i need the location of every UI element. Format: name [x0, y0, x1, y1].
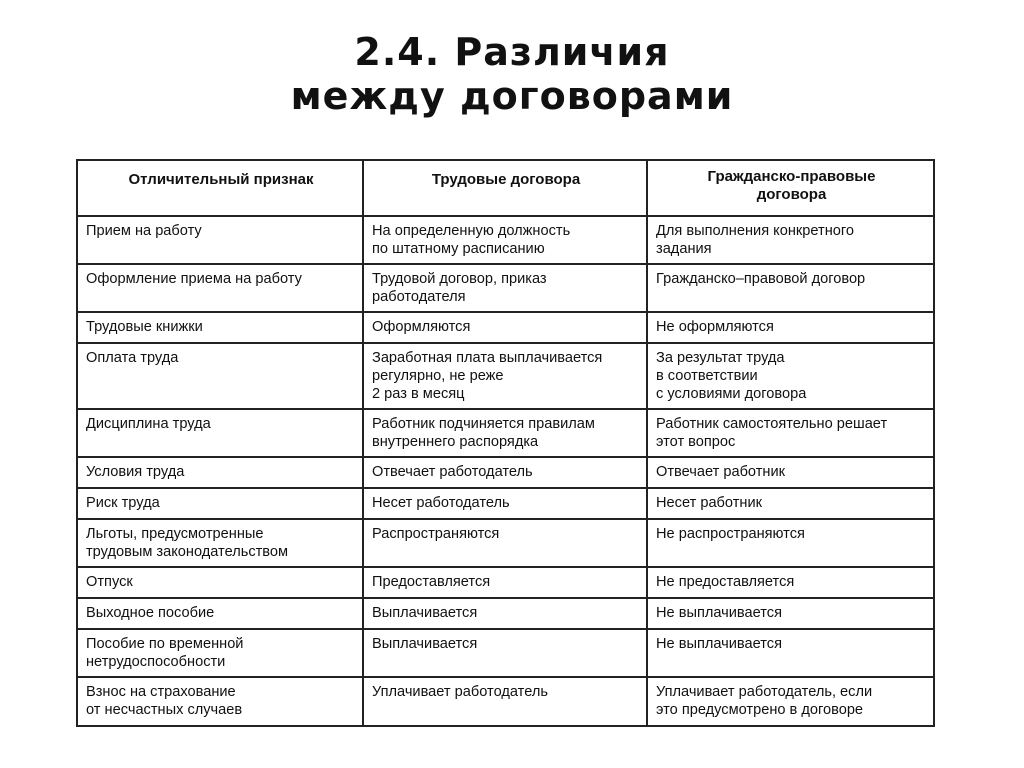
cell-text-line: Не оформляются — [656, 319, 774, 335]
cell-feature — [77, 677, 363, 726]
cell-feature — [77, 519, 363, 567]
cell-labor — [363, 519, 647, 567]
cell-civil — [647, 677, 934, 726]
cell-text-line: нетрудоспособности — [86, 654, 226, 670]
cell-text-line: Отпуск — [86, 574, 133, 590]
cell-civil — [647, 343, 934, 409]
cell-text-line: Отвечает работодатель — [372, 464, 533, 480]
cell-labor — [363, 343, 647, 409]
table-row — [77, 629, 934, 677]
cell-feature — [77, 457, 363, 488]
table-row — [77, 567, 934, 598]
table-body — [77, 216, 934, 726]
cell-text-line: Прием на работу — [86, 223, 202, 239]
table-row — [77, 409, 934, 457]
cell-text-line: За результат труда — [656, 350, 785, 366]
cell-feature — [77, 629, 363, 677]
cell-labor — [363, 409, 647, 457]
cell-feature — [77, 264, 363, 312]
cell-labor — [363, 598, 647, 629]
cell-labor — [363, 457, 647, 488]
cell-text-line: Не предоставляется — [656, 574, 795, 590]
cell-text-line: На определенную должность — [372, 223, 571, 239]
comparison-table — [76, 159, 935, 727]
cell-labor — [363, 488, 647, 519]
cell-text-line: Не выплачивается — [656, 605, 782, 621]
cell-text-line: Не распространяются — [656, 526, 805, 542]
cell-text-line: Работник самостоятельно решает — [656, 416, 888, 432]
cell-text-line: от несчастных случаев — [86, 702, 243, 718]
cell-labor — [363, 312, 647, 343]
cell-civil — [647, 519, 934, 567]
cell-text-line: Выходное пособие — [86, 605, 215, 621]
header-civil-contracts: Гражданско-правовые договора — [647, 160, 934, 216]
cell-text-line: Дисциплина труда — [86, 416, 211, 432]
cell-text-line: Пособие по временной — [86, 636, 244, 652]
cell-text-line: Уплачивает работодатель, если — [656, 684, 873, 700]
cell-text-line: Оформляются — [372, 319, 471, 335]
table-row — [77, 264, 934, 312]
cell-civil — [647, 216, 934, 264]
cell-text-line: Отвечает работник — [656, 464, 786, 480]
cell-civil — [647, 312, 934, 343]
table-row — [77, 519, 934, 567]
cell-text-line: Не выплачивается — [656, 636, 782, 652]
cell-text-line: Гражданско–правовой договор — [656, 271, 866, 287]
cell-civil — [647, 457, 934, 488]
header-labor-contracts: Трудовые договора — [363, 160, 647, 216]
table-row — [77, 312, 934, 343]
cell-text-line: Заработная плата выплачивается — [372, 350, 603, 366]
cell-feature — [77, 312, 363, 343]
table-row — [77, 598, 934, 629]
cell-text-line: Оплата труда — [86, 350, 179, 366]
cell-text-line: регулярно, не реже — [372, 368, 504, 384]
cell-text-line: Уплачивает работодатель — [372, 684, 548, 700]
cell-text-line: Для выполнения конкретного — [656, 223, 854, 239]
cell-text-line: Распространяются — [372, 526, 500, 542]
cell-text-line: по штатному расписанию — [372, 241, 545, 257]
cell-text-line: Выплачивается — [372, 636, 478, 652]
cell-text-line: трудовым законодательством — [86, 544, 289, 560]
cell-labor — [363, 216, 647, 264]
cell-text-line: Предоставляется — [372, 574, 491, 590]
cell-feature — [77, 409, 363, 457]
table-row — [77, 488, 934, 519]
cell-feature — [77, 216, 363, 264]
table-row — [77, 457, 934, 488]
cell-feature — [77, 343, 363, 409]
table-row — [77, 216, 934, 264]
cell-civil — [647, 567, 934, 598]
cell-text-line: Риск труда — [86, 495, 160, 511]
cell-labor — [363, 629, 647, 677]
cell-text-line: Работник подчиняется правилам — [372, 416, 595, 432]
cell-civil — [647, 488, 934, 519]
cell-text-line: с условиями договора — [656, 386, 807, 402]
cell-labor — [363, 264, 647, 312]
cell-feature — [77, 488, 363, 519]
cell-text-line: внутреннего распорядка — [372, 434, 539, 450]
cell-feature — [77, 567, 363, 598]
cell-labor — [363, 567, 647, 598]
table-row — [77, 343, 934, 409]
page-title — [0, 30, 1024, 118]
cell-civil — [647, 409, 934, 457]
cell-text-line: Взнос на страхование — [86, 684, 236, 700]
cell-text-line: этот вопрос — [656, 434, 736, 450]
cell-feature — [77, 598, 363, 629]
cell-text-line: Условия труда — [86, 464, 185, 480]
header-feature: Отличительный признак — [77, 160, 363, 216]
cell-civil — [647, 598, 934, 629]
header-row — [77, 160, 934, 216]
table-row — [77, 677, 934, 726]
cell-text-line: Трудовой договор, приказ — [372, 271, 547, 287]
cell-labor — [363, 677, 647, 726]
cell-text-line: Трудовые книжки — [86, 319, 203, 335]
title-line-2: между договорами — [290, 74, 734, 118]
cell-text-line: Несет работодатель — [372, 495, 510, 511]
cell-text-line: Выплачивается — [372, 605, 478, 621]
cell-text-line: 2 раз в месяц — [372, 386, 465, 402]
cell-text-line: в соответствии — [656, 368, 758, 384]
cell-text-line: задания — [656, 241, 712, 257]
title-line-1: 2.4. Различия — [354, 30, 670, 74]
cell-text-line: Оформление приема на работу — [86, 271, 302, 287]
cell-text-line: это предусмотрено в договоре — [656, 702, 864, 718]
cell-text-line: работодателя — [372, 289, 466, 305]
cell-civil — [647, 264, 934, 312]
cell-text-line: Льготы, предусмотренные — [86, 526, 264, 542]
cell-text-line: Несет работник — [656, 495, 762, 511]
cell-civil — [647, 629, 934, 677]
